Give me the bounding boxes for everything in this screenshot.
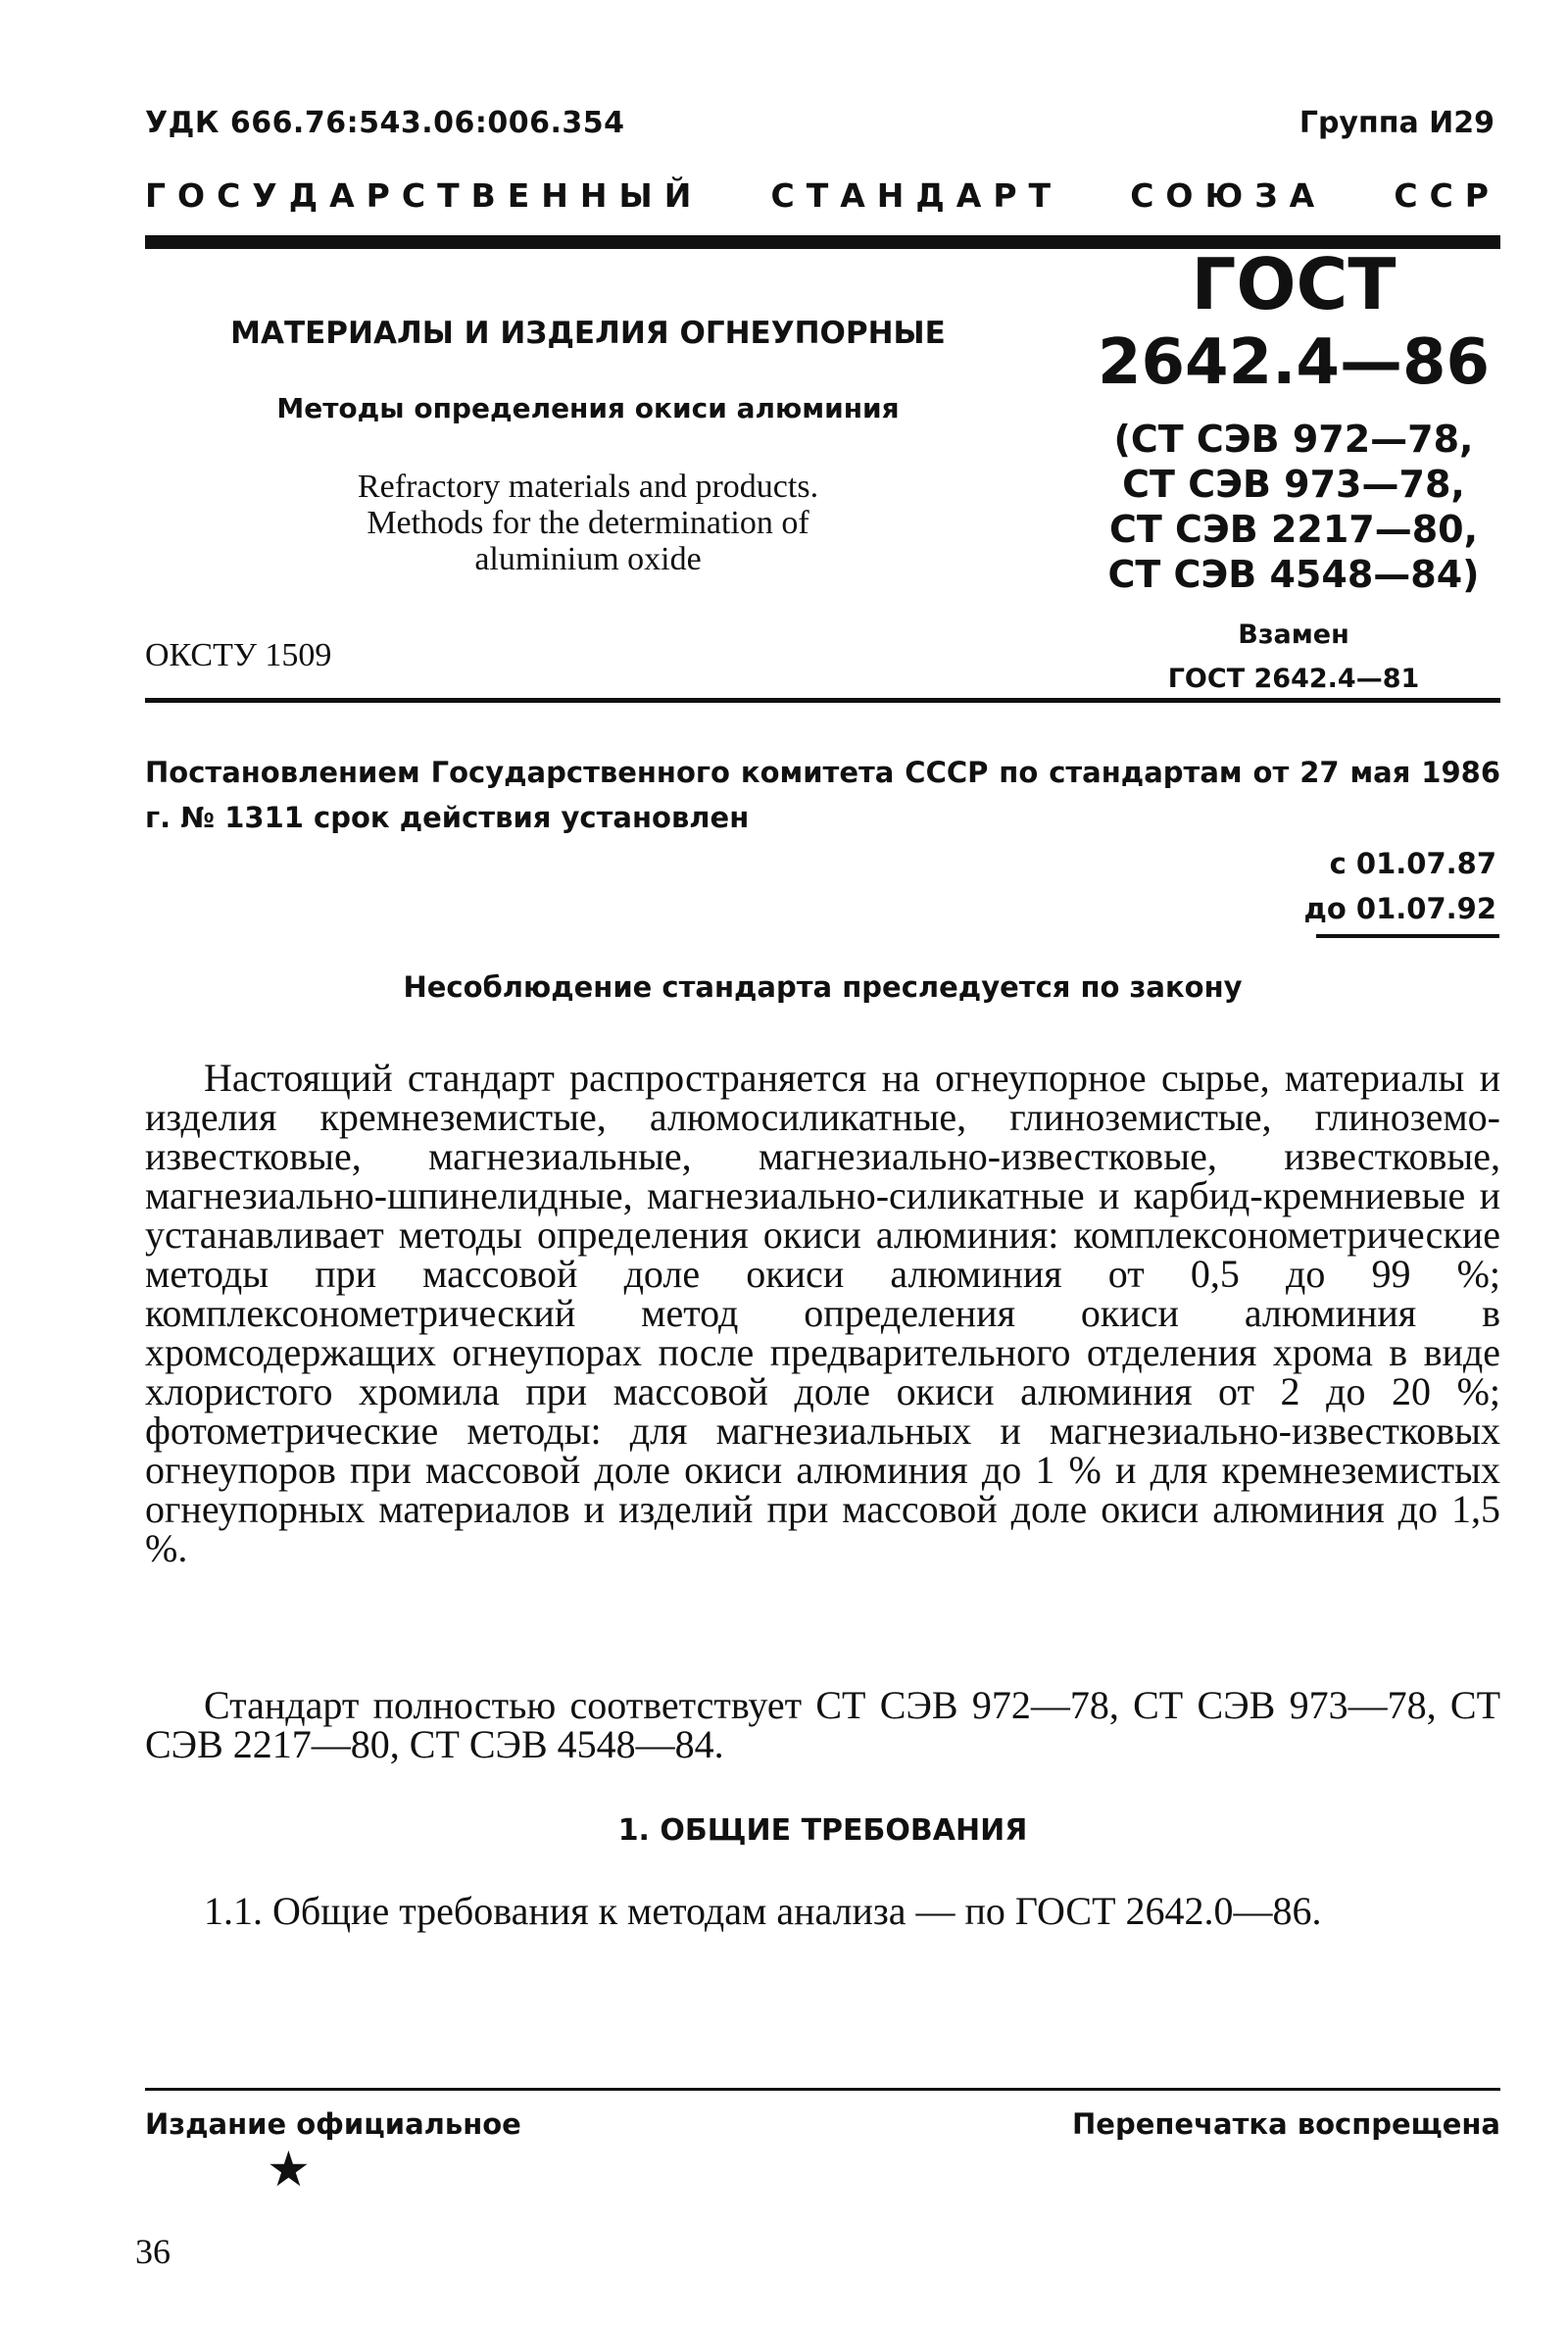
document-title: МАТЕРИАЛЫ И ИЗДЕЛИЯ ОГНЕУПОРНЫЕ (230, 316, 946, 351)
validity-dates (1303, 841, 1496, 931)
date-underline (1316, 934, 1499, 938)
english-title-line: Refractory materials and products. (357, 469, 819, 505)
valid-from: с 01.07.87 (1329, 847, 1496, 880)
star-icon: ★ (267, 2141, 311, 2198)
replaces-label: Взамен (1238, 619, 1349, 650)
english-title (211, 469, 965, 577)
st-sev-list (1078, 417, 1509, 597)
group-code: Группа И29 (1298, 106, 1494, 140)
heading-word-2: СТАНДАРТ (770, 176, 1063, 215)
heading-word-1: ГОСУДАРСТВЕННЫЙ (145, 176, 704, 215)
valid-to: до 01.07.92 (1303, 892, 1496, 925)
replaces-block (1078, 613, 1509, 701)
udk-code: УДК 666.76:543.06:006.354 (145, 106, 625, 140)
decree-text: Постановлением Государственного комитета СССР по стандартам от 27 мая 1986 г. № 1311 срок действия установлен (145, 756, 1500, 834)
gost-number: 2642.4—86 (1097, 326, 1491, 399)
edition-label: Издание официальное (145, 2107, 521, 2141)
st-sev-item: (СТ СЭВ 972—78, (1113, 418, 1474, 461)
footer-rule (145, 2088, 1500, 2091)
english-title-line: Methods for the determination of (367, 505, 809, 541)
scope-paragraph: Настоящий стандарт распространяется на огнеупорное сырье, материалы и изделия кремнеземистые, алюмосиликатные, глиноземистые, глиноземо-известковые, магнезиальные, магнезиально-известковые, известковые, магнезиально-шпинелидные, магнезиально-силикатные и карбид-кремниевые и устанавливает методы определения окиси алюминия: комплексонометрические методы при массовой доле окиси алюминия от 0,5 до 99 %; комплексонометрический метод определения окиси алюминия в хромсодержащих огнеупорах после предварительного отделения хрома в виде хлористого хромила при массовой доле окиси алюминия от 2 до 20 %; фотометрические методы: для магнезиальных и магнезиально-известковых огнеупоров при массовой доле окиси алюминия до 1 % и для кремнеземистых огнеупорных материалов и изделий при массовой доле окиси алюминия до 1,5 %. (145, 1056, 1500, 1570)
okstu-code: ОКСТУ 1509 (145, 637, 332, 673)
st-sev-item: СТ СЭВ 4548—84) (1107, 553, 1480, 596)
heading-word-3: СОЮЗА (1130, 176, 1327, 215)
compliance-paragraph: Стандарт полностью соответствует СТ СЭВ 972—78, СТ СЭВ 973—78, СТ СЭВ 2217—80, СТ СЭВ 4548—84. (145, 1683, 1500, 1766)
state-standard-heading (145, 176, 1500, 215)
legal-warning: Несоблюдение стандарта преследуется по закону (403, 970, 1243, 1004)
page-number: 36 (135, 2232, 171, 2271)
english-title-line: aluminium oxide (474, 541, 702, 577)
replaces-value: ГОСТ 2642.4—81 (1167, 664, 1420, 694)
reprint-notice: Перепечатка воспрещена (1072, 2107, 1500, 2141)
st-sev-item: СТ СЭВ 973—78, (1122, 463, 1465, 506)
st-sev-item: СТ СЭВ 2217—80, (1108, 508, 1479, 551)
clause-1-1: 1.1. Общие требования к методам анализа — по ГОСТ 2642.0—86. (204, 1889, 1322, 1933)
section-heading: 1. ОБЩИЕ ТРЕБОВАНИЯ (617, 1813, 1028, 1848)
header-bottom-rule (145, 698, 1500, 703)
document-subtitle: Методы определения окиси алюминия (276, 392, 900, 424)
gost-label: ГОСТ (1191, 243, 1396, 325)
heading-word-4: ССР (1394, 176, 1500, 215)
